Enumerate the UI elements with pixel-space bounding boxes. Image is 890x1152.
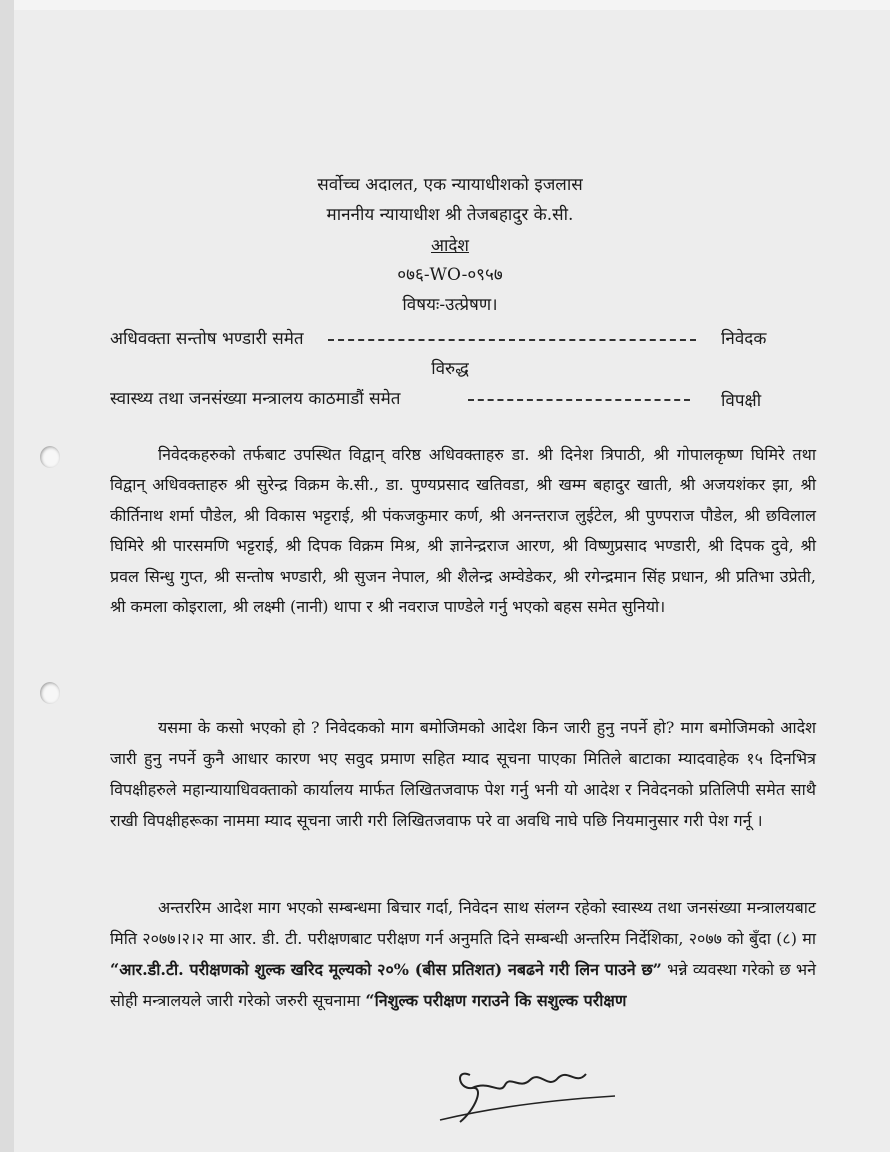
dash-leader [328, 339, 696, 341]
subject: विषयः-उत्प्रेषण। [402, 295, 498, 315]
judge-name: माननीय न्यायाधीश श्री तेजबहादुर के.सी. [326, 205, 574, 225]
quoted-provision: “आर.डी.टी. परीक्षणको शुल्क खरिद मूल्यको २०% (बीस प्रतिशत) नबढने गरी लिन पाउने छ” [110, 960, 662, 979]
versus-label: विरुद्ध [431, 359, 469, 379]
respondent-role: विपक्षी [721, 391, 762, 411]
paragraph-text: भन्ने व्यवस्था गरेको छ भने सोही मन्त्रालयले जारी गरेको जरुरी सूचनामा [110, 960, 816, 1010]
dash-leader [468, 399, 690, 401]
paragraph-interim [110, 892, 816, 1016]
respondent-name: स्वास्थ्य तथा जनसंख्या मन्त्रालय काठमाडौं समेत [110, 389, 401, 409]
signature [430, 1050, 620, 1135]
punch-hole [40, 446, 60, 468]
petitioner-name: अधिवक्ता सन्तोष भण्डारी समेत [110, 329, 304, 349]
scan-edge [0, 0, 14, 1152]
paragraph-hearing: निवेदकहरुको तर्फबाट उपस्थित विद्वान् वरिष्ठ अधिवक्ताहरु डा. श्री दिनेश त्रिपाठी, श्री गोपालकृष्ण घिमिरे तथा विद्वान् अधिवक्ताहरु श्री सुरेन्द्र विक्रम के.सी., डा. पुण्यप्रसाद खतिवडा, श्री खम्म बहादुर खाती, श्री अजयशंकर झा, श्री कीर्तिनाथ शर्मा पौडेल, श्री विकास भट्टराई, श्री पंकजकुमार कर्ण, श्री अनन्तराज लुईटेल, श्री पुण्पराज पौडेल, श्री छविलाल घिमिरे श्री पारसमणि भट्टराई, श्री दिपक विक्रम मिश्र, श्री ज्ञानेन्द्रराज आरण, श्री विष्णुप्रसाद भण्डारी, श्री दिपक दुवे, श्री प्रवल सिन्धु गुप्त, श्री सन्तोष भण्डारी, श्री सुजन नेपाल, श्री शैलेन्द्र अम्वेडेकर, श्री रगेन्द्रमान सिंह प्रधान, श्री प्रतिभा उप्रेती, श्री कमला कोइराला, श्री लक्ष्मी (नानी) थापा र श्री नवराज पाण्डेले गर्नु भएको बहस समेत सुनियो। [110, 445, 816, 617]
case-number: ०७६-WO-०९५७ [397, 265, 503, 285]
paragraph-text: अन्तररिम आदेश माग भएको सम्बन्धमा बिचार गर्दा, निवेदन साथ संलग्न रहेको स्वास्थ्य तथा जनसंख्या मन्त्रालयबाट मिति २०७७।२।२ मा आर. डी. टी. परीक्षणबाट परीक्षण गर्न अनुमति दिने सम्बन्धी अन्तरिम निर्देशिका, २०७७ को बुँदा (८) मा [110, 898, 816, 948]
petitioner-role: निवेदक [721, 329, 767, 349]
paragraph-order: यसमा के कसो भएको हो ? निवेदकको माग बमोजिमको आदेश किन जारी हुनु नपर्ने हो? माग बमोजिमको आदेश जारी हुनु नपर्ने कुनै आधार कारण भए सवुद प्रमाण सहित म्याद सूचना पाएका मितिले बाटाका म्यादवाहेक १५ दिनभित्र विपक्षीहरुले महान्यायाधिवक्ताको कार्यालय मार्फत लिखितजवाफ पेश गर्नु भनी यो आदेश र निवेदनको प्रतिलिपी समेत साथै राखी विपक्षीहरूका नाममा म्याद सूचना जारी गरी लिखितजवाफ परे वा अवधि नाघे पछि नियमानुसार गरी पेश गर्नू । [110, 718, 816, 830]
order-title: आदेश [431, 236, 469, 256]
scan-edge [0, 0, 890, 10]
quoted-notice: “निशुल्क परीक्षण गराउने कि सशुल्क परीक्षण [365, 991, 627, 1010]
court-name: सर्वोच्च अदालत, एक न्यायाधीशको इजलास [317, 175, 583, 195]
punch-hole [40, 682, 60, 704]
